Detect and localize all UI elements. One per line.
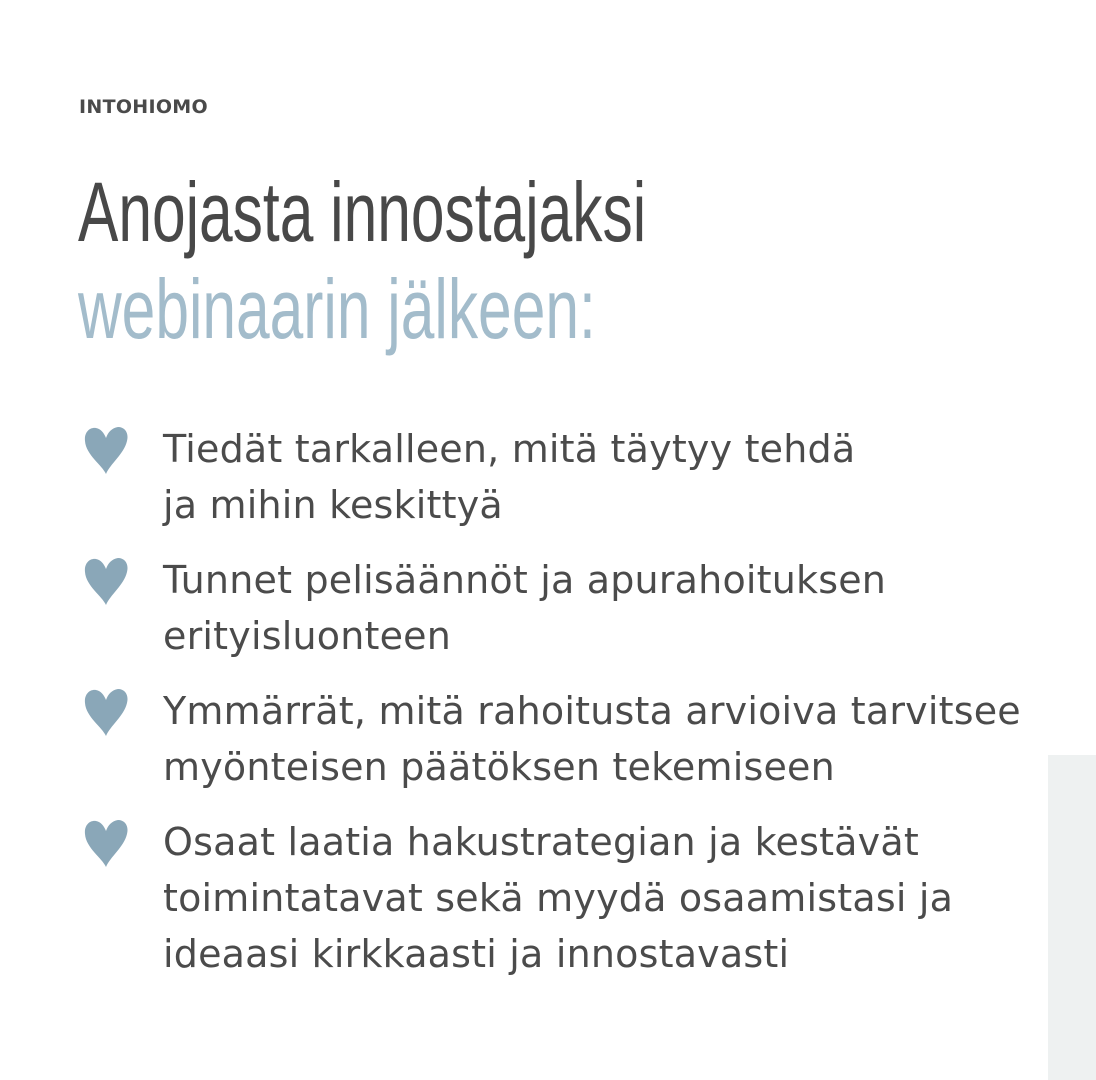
benefit-text: Tiedät tarkalleen, mitä täytyy tehdä ja mihin keskittyä <box>163 427 856 527</box>
benefit-item <box>80 552 1060 664</box>
title-line-accent: webinaarin jälkeen: <box>78 262 596 356</box>
benefit-list <box>80 421 1060 1001</box>
heart-icon <box>82 687 130 737</box>
benefit-item <box>80 814 1060 982</box>
eyebrow-label: INTOHIOMO <box>79 96 208 118</box>
benefit-item <box>80 421 1060 533</box>
benefit-text: Osaat laatia hakustrategian ja kestävät toimintatavat sekä myydä osaamistasi ja ideaasi kirkkaasti ja innostavasti <box>163 820 954 976</box>
heart-icon <box>82 425 130 475</box>
benefit-item <box>80 683 1060 795</box>
side-panel-edge <box>1048 755 1096 1080</box>
page-title <box>78 164 646 358</box>
title-line-main: Anojasta innostajaksi <box>78 165 647 259</box>
heart-icon <box>82 818 130 868</box>
heart-icon <box>82 556 130 606</box>
benefit-text: Ymmärrät, mitä rahoitusta arvioiva tarvitsee myönteisen päätöksen tekemiseen <box>163 689 1021 789</box>
benefit-text: Tunnet pelisäännöt ja apurahoituksen erityisluonteen <box>163 558 887 658</box>
